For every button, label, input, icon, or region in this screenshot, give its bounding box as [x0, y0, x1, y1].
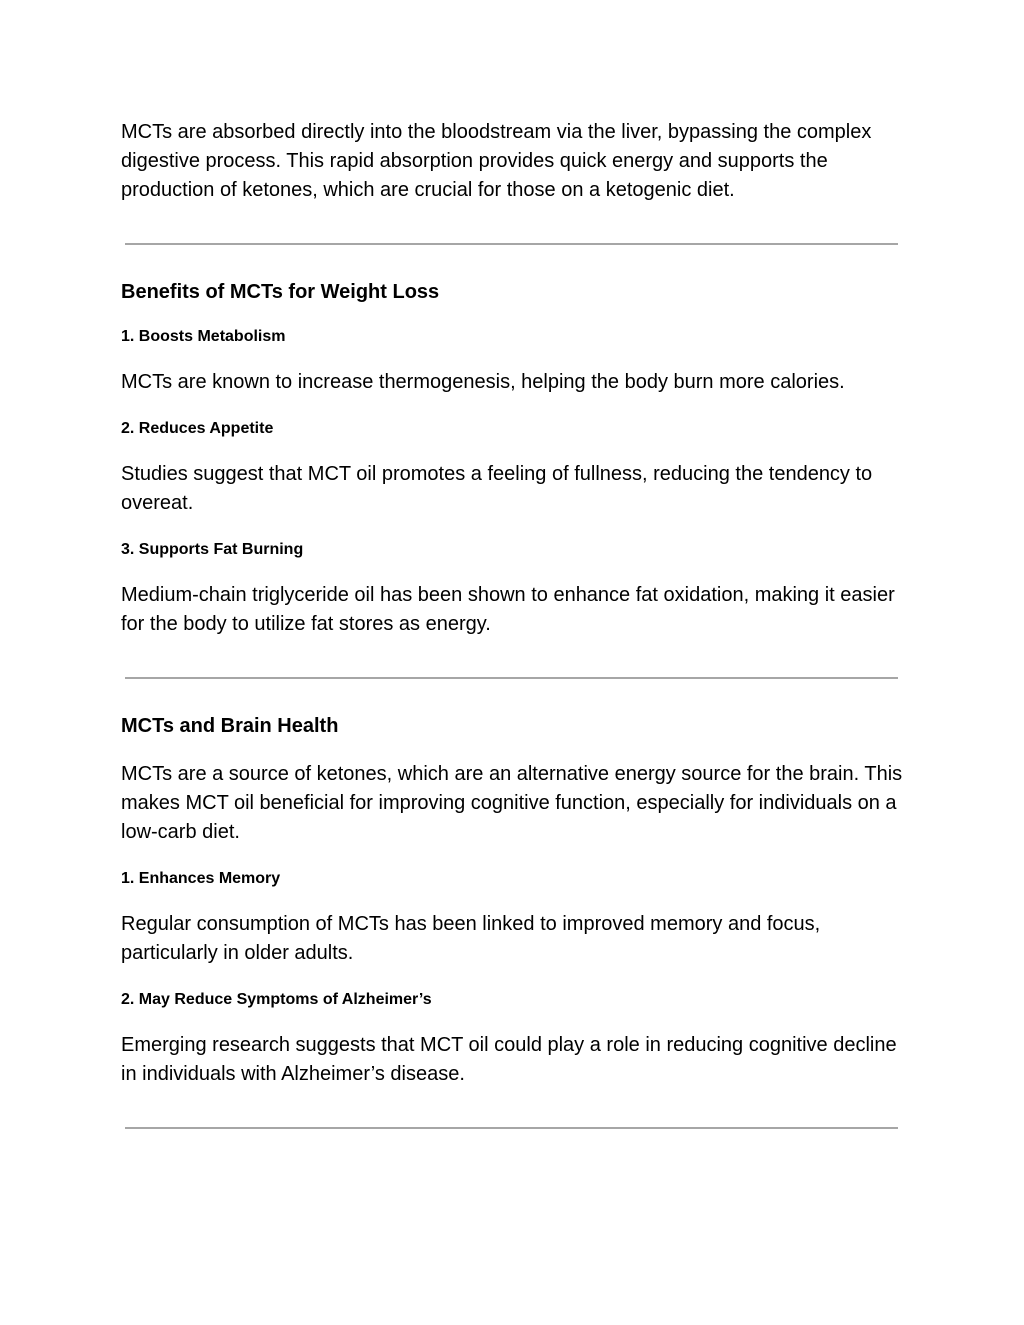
weight-loss-item-2-text: Studies suggest that MCT oil promotes a feeling of fullness, reducing the tendency to overeat. — [121, 463, 873, 514]
weight-loss-item-3-title: 3. Supports Fat Burning — [121, 541, 304, 558]
intro-paragraph: MCTs are absorbed directly into the bloodstream via the liver, bypassing the complex digestive process. This rapid absorption provides quick energy and supports the production of ketones, which are crucial for those on a ketogenic diet. — [121, 121, 872, 201]
section-divider — [125, 677, 898, 679]
weight-loss-item-1-title: 1. Boosts Metabolism — [121, 328, 286, 345]
weight-loss-heading: Benefits of MCTs for Weight Loss — [121, 281, 440, 303]
brain-health-item-1-text: Regular consumption of MCTs has been linked to improved memory and focus, particularly in older adults. — [121, 913, 821, 964]
weight-loss-item-2-title: 2. Reduces Appetite — [121, 420, 274, 437]
weight-loss-item-1-text: MCTs are known to increase thermogenesis, helping the body burn more calories. — [121, 371, 845, 393]
brain-health-item-2-text: Emerging research suggests that MCT oil could play a role in reducing cognitive decline in individuals with Alzheimer’s disease. — [121, 1034, 897, 1085]
document-page — [121, 118, 911, 1129]
brain-health-item-1-title: 1. Enhances Memory — [121, 870, 281, 887]
section-divider — [125, 243, 898, 245]
weight-loss-item-3-text: Medium-chain triglyceride oil has been shown to enhance fat oxidation, making it easier for the body to utilize fat stores as energy. — [121, 584, 895, 635]
brain-health-heading: MCTs and Brain Health — [121, 715, 339, 737]
section-divider — [125, 1127, 898, 1129]
brain-health-item-2-title: 2. May Reduce Symptoms of Alzheimer’s — [121, 991, 432, 1008]
brain-health-paragraph: MCTs are a source of ketones, which are an alternative energy source for the brain. This makes MCT oil beneficial for improving cognitive function, especially for individuals on a low-carb diet. — [121, 763, 903, 843]
